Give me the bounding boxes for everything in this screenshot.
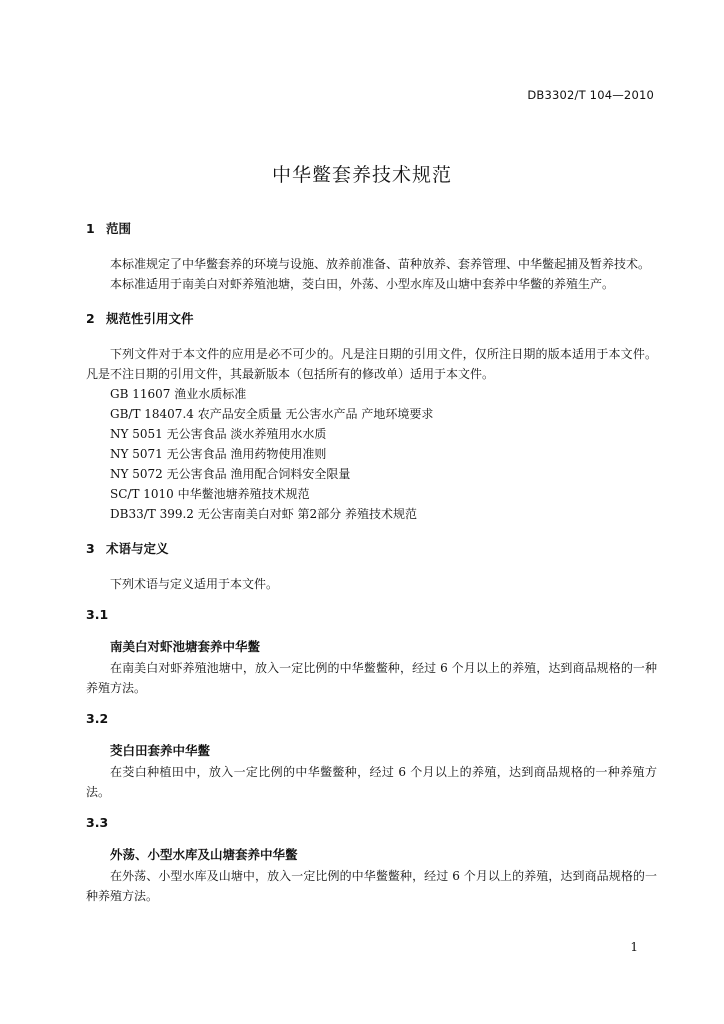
paragraph: 本标准适用于南美白对虾养殖池塘，茭白田，外荡、小型水库及山塘中套养中华鳖的养殖生产。 <box>110 277 615 291</box>
reference-item: NY 5051 无公害食品 淡水养殖用水水质 <box>110 427 327 441</box>
subsection-number: 3.2 <box>86 711 109 726</box>
document-body <box>86 218 657 906</box>
term-definition: 在外荡、小型水库及山塘中，放入一定比例的中华鳖鳖种，经过 6 个月以上的养殖，达到商品规格的一种养殖方法。 <box>86 869 657 903</box>
reference-item: GB 11607 渔业水质标准 <box>110 387 247 401</box>
term-title: 外荡、小型水库及山塘套养中华鳖 <box>110 847 298 862</box>
section-heading <box>86 538 657 560</box>
page-number: 1 <box>630 940 638 954</box>
reference-item: DB33/T 399.2 无公害南美白对虾 第2部分 养殖技术规范 <box>110 507 418 521</box>
term-definition: 在南美白对虾养殖池塘中，放入一定比例的中华鳖鳖种，经过 6 个月以上的养殖，达到商品规格的一种养殖方法。 <box>86 661 657 695</box>
section-number: 2 <box>86 311 95 326</box>
reference-item: NY 5072 无公害食品 渔用配合饲料安全限量 <box>110 467 351 481</box>
reference-item: NY 5071 无公害食品 渔用药物使用准则 <box>110 447 327 461</box>
reference-item: SC/T 1010 中华鳖池塘养殖技术规范 <box>110 487 310 501</box>
section-title: 术语与定义 <box>106 541 169 556</box>
term-definition: 在茭白种植田中，放入一定比例的中华鳖鳖种，经过 6 个月以上的养殖，达到商品规格的一种养殖方法。 <box>86 765 657 799</box>
section-number: 3 <box>86 541 95 556</box>
document-title: 中华鳖套养技术规范 <box>271 164 452 186</box>
term-title: 茭白田套养中华鳖 <box>110 743 211 758</box>
subsection-number: 3.1 <box>86 607 109 622</box>
section-heading <box>86 308 657 330</box>
section-number: 1 <box>86 221 95 236</box>
subsection-number: 3.3 <box>86 815 109 830</box>
document-code: DB3302/T 104—2010 <box>527 88 654 102</box>
paragraph: 下列术语与定义适用于本文件。 <box>110 577 279 591</box>
reference-item: GB/T 18407.4 农产品安全质量 无公害水产品 产地环境要求 <box>110 407 434 421</box>
section-heading <box>86 218 657 240</box>
term-title: 南美白对虾池塘套养中华鳖 <box>110 639 261 654</box>
paragraph: 本标准规定了中华鳖套养的环境与设施、放养前准备、苗种放养、套养管理、中华鳖起捕及暂养技术。 <box>110 257 651 271</box>
section-title: 规范性引用文件 <box>106 311 194 326</box>
paragraph: 下列文件对于本文件的应用是必不可少的。凡是注日期的引用文件，仅所注日期的版本适用于本文件。凡是不注日期的引用文件，其最新版本（包括所有的修改单）适用于本文件。 <box>86 347 657 381</box>
section-title: 范围 <box>106 221 132 236</box>
